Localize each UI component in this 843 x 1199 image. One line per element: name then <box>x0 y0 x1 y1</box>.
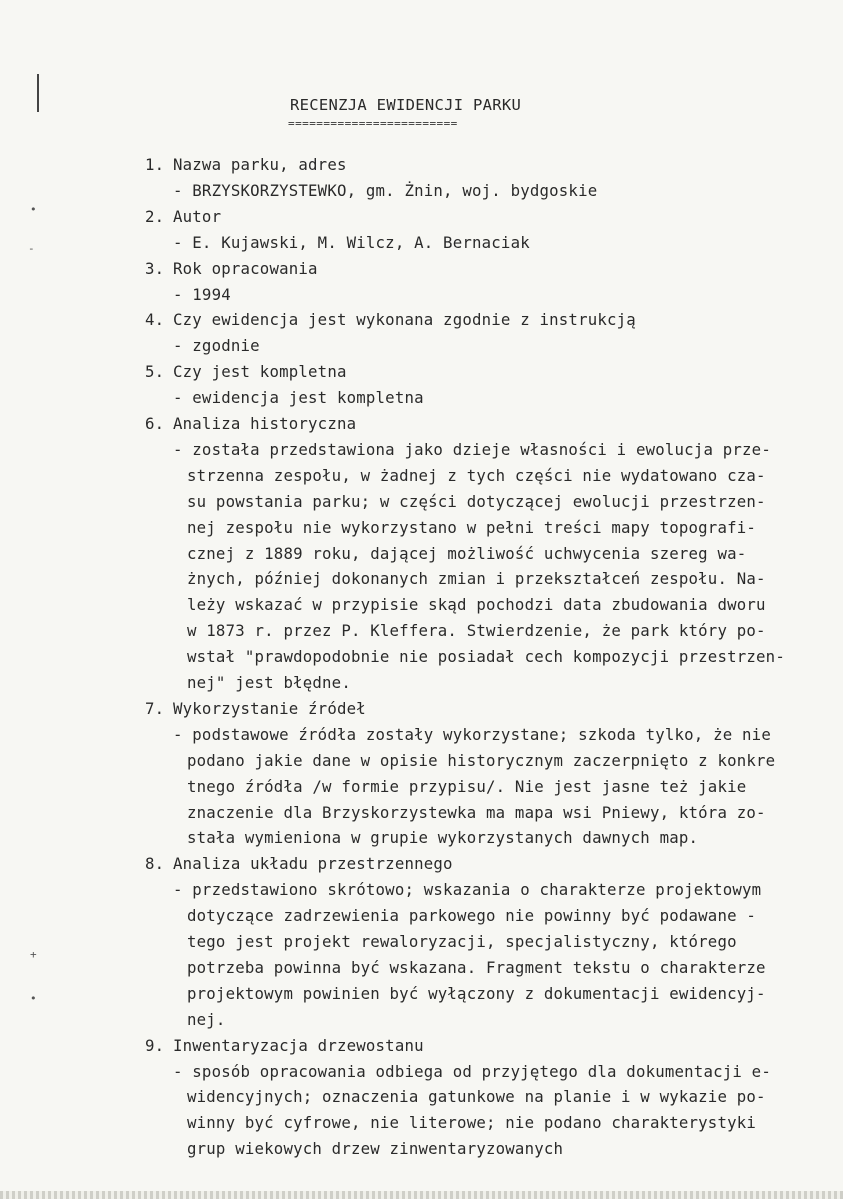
item-answer-line: potrzeba powinna być wskazana. Fragment tekstu o charakterze <box>187 957 766 977</box>
item-answer-line: stała wymieniona w grupie wykorzystanych dawnych map. <box>187 828 699 848</box>
margin-mark <box>37 74 39 112</box>
item-answer-line: wstał "prawdopodobnie nie posiadał cech kompozycji przestrzen- <box>187 647 785 667</box>
item-heading: Czy jest kompletna <box>173 362 347 382</box>
item-heading: Analiza historyczna <box>173 414 357 433</box>
item-answer-line: - BRZYSKORZYSTEWKO, gm. Żnin, woj. bydgoskie <box>173 180 598 200</box>
item-answer-line: - została przedstawiona jako dzieje własności i ewolucja prze- <box>173 439 771 459</box>
item-answer-line: - 1994 <box>173 284 231 304</box>
margin-dot: • <box>30 203 37 216</box>
item-number: 8. <box>145 854 165 874</box>
item-answer-line: su powstania parku; w części dotyczącej ewolucji przestrzen- <box>187 491 766 511</box>
item-answer-line: w 1873 r. przez P. Kleffera. Stwierdzenie, że park który po- <box>187 621 766 641</box>
item-answer-line: winny być cyfrowe, nie literowe; nie podano charakterystyki <box>187 1113 757 1133</box>
item-answer-line: tego jest projekt rewaloryzacji, specjalistyczny, którego <box>187 932 737 951</box>
item-number: 2. <box>145 206 165 226</box>
item-answer-line: znaczenie dla Brzyskorzystewka ma mapa wsi Pniewy, która zo- <box>187 802 766 822</box>
title-underline: ======================== <box>288 117 458 130</box>
margin-dot: • <box>30 992 37 1005</box>
item-answer-line: żnych, później dokonanych zmian i przekształceń zespołu. Na- <box>187 569 766 589</box>
item-answer-line: - E. Kujawski, M. Wilcz, A. Bernaciak <box>173 232 530 252</box>
item-answer-line: nej" jest błędne. <box>187 673 351 692</box>
item-number: 6. <box>145 414 165 433</box>
item-answer-line: - przedstawiono skrótowo; wskazania o charakterze projektowym <box>173 880 762 900</box>
margin-dot: - <box>28 242 35 255</box>
item-answer-line: grup wiekowych drzew zinwentaryzowanych <box>187 1139 564 1159</box>
item-answer-line: cznej z 1889 roku, dającej możliwość uchwycenia szereg wa- <box>187 543 747 563</box>
item-answer-line: - zgodnie <box>173 336 260 356</box>
item-heading: Inwentaryzacja drzewostanu <box>173 1035 424 1055</box>
item-answer-line: podano jakie dane w opisie historycznym zaczerpnięto z konkre <box>187 750 776 770</box>
item-number: 5. <box>145 362 165 382</box>
item-answer-line: widencyjnych; oznaczenia gatunkowe na planie i w wykazie po- <box>187 1087 766 1107</box>
item-heading: Analiza układu przestrzennego <box>173 854 453 874</box>
item-answer-line: - podstawowe źródła zostały wykorzystane; szkoda tylko, że nie <box>173 724 771 744</box>
item-number: 3. <box>145 258 165 278</box>
item-answer-line: strzenna zespołu, w żadnej z tych części nie wydatowano cza- <box>187 465 766 485</box>
item-number: 1. <box>145 155 165 174</box>
item-heading: Czy ewidencja jest wykonana zgodnie z instrukcją <box>173 310 636 330</box>
item-number: 9. <box>145 1035 165 1055</box>
item-heading: Autor <box>173 206 222 226</box>
item-answer-line: leży wskazać w przypisie skąd pochodzi data zbudowania dworu <box>187 595 766 615</box>
item-answer-line: nej zespołu nie wykorzystano w pełni treści mapy topografi- <box>187 517 757 537</box>
item-answer-line: nej. <box>187 1009 226 1029</box>
item-number: 4. <box>145 310 165 330</box>
item-heading: Rok opracowania <box>173 258 318 278</box>
item-heading: Nazwa parku, adres <box>173 155 347 174</box>
item-number: 7. <box>145 698 165 718</box>
item-heading: Wykorzystanie źródeł <box>173 698 366 718</box>
margin-dot: + <box>30 948 37 961</box>
item-answer-line: tnego źródła /w formie przypisu/. Nie jest jasne też jakie <box>187 776 747 796</box>
page-title: RECENZJA EWIDENCJI PARKU <box>290 96 522 114</box>
page-edge <box>0 1191 843 1199</box>
item-answer-line: - ewidencja jest kompletna <box>173 388 424 408</box>
item-answer-line: projektowym powinien być wyłączony z dokumentacji ewidencyj- <box>187 983 766 1003</box>
item-answer-line: - sposób opracowania odbiega od przyjętego dla dokumentacji e- <box>173 1061 771 1081</box>
item-answer-line: dotyczące zadrzewienia parkowego nie powinny być podawane - <box>187 906 757 926</box>
